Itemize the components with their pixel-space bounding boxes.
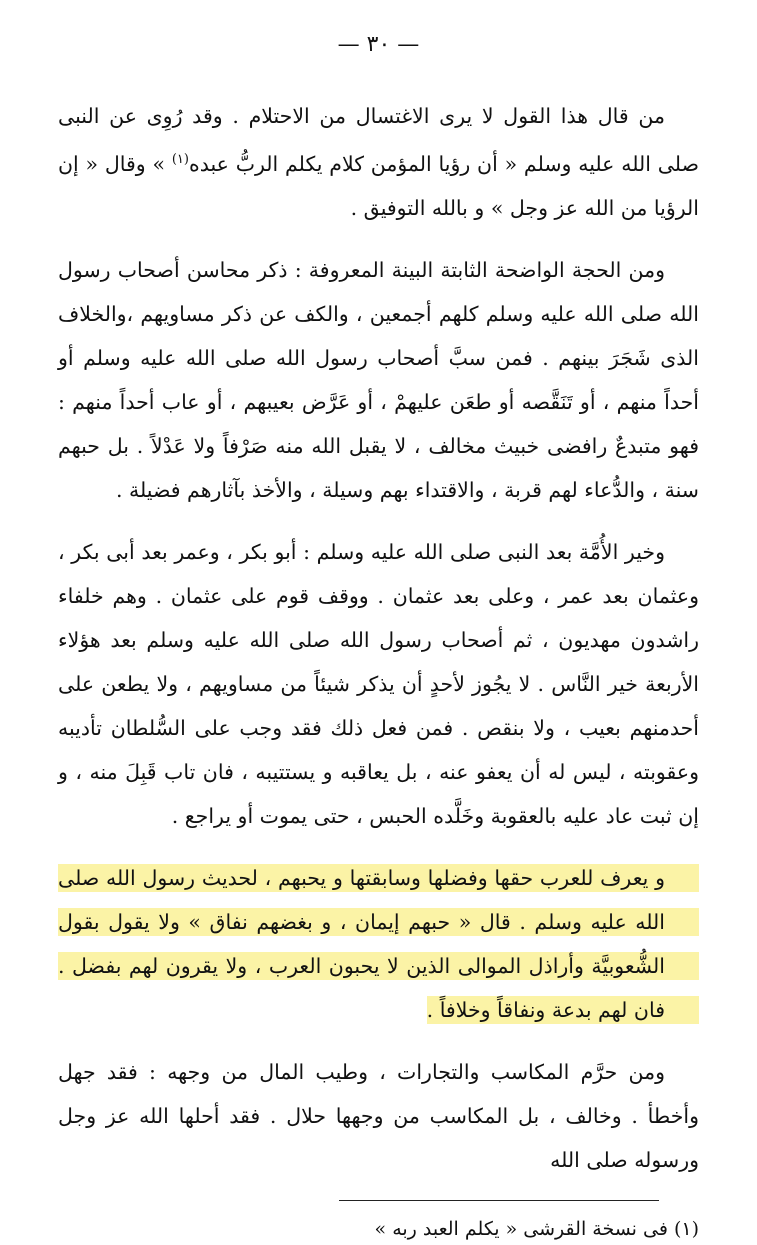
paragraph-3: [58, 530, 699, 838]
page-number: — ٣٠ —: [337, 32, 420, 57]
paragraph-5: [58, 1050, 699, 1182]
paragraph-1-text-a: من قال هذا القول لا يرى الاغتسال من الاحتلام . وقد رُوِى عن النبى صلى الله عليه وسلم « أن رؤيا المؤمن كلام يكلم الربُّ عبده: [58, 104, 699, 176]
paragraph-1: [58, 94, 699, 230]
footnote: (١) فى نسخة القرشى « يكلم العبد ربه »: [374, 1217, 699, 1240]
footnote-marker[interactable]: (١): [171, 152, 189, 167]
paragraph-1-text-b: » وقال « إن الرؤيا من الله عز وجل » و بالله التوفيق .: [58, 151, 699, 220]
paragraph-3-text: وخير الأُمَّة بعد النبى صلى الله عليه وسلم : أبو بكر ، وعمر بعد أبى بكر ، وعثمان بعد عمر ، وعلى بعد عثمان . ووقف قوم على عثمان . وهم خلفاء راشدون مهديون ، ثم أصحاب رسول الله صلى الله عليه وسلم بعد هؤلاء الأربعة خير النَّاس . لا يجُوز لأحدٍ أن يذكر شيئاً من مساويهم ، ولا يطعن على أحدمنهم بعيب ، ولا بنقص . فمن فعل ذلك فقد وجب على السُّلطان تأديبه وعقوبته ، ليس له أن يعفو عنه ، بل يعاقبه و يستتيبه ، فان تاب قَبِلَ منه ، و إن ثبت عاد عليه بالعقوبة وخَلَّده الحبس ، حتى يموت أو يراجع .: [58, 539, 699, 828]
paragraph-2-text: ومن الحجة الواضحة الثابتة البينة المعروفة : ذكر محاسن أصحاب رسول الله صلى الله عليه وسلم كلهم أجمعين ، والكف عن ذكر مساويهم ،والخلاف الذى شَجَرَ بينهم . فمن سبَّ أصحاب رسول الله صلى الله عليه وسلم أو أحداً منهم ، أو تَنَقَّصه أو طعَن عليهمْ ، أو عَرَّض بعيبهم ، أو عاب أحداً منهم : فهو متبدعٌ رافضى خبيث مخالف ، لا يقبل الله منه صَرْفاً ولا عَدْلاً . بل حبهم سنة ، والدُّعاء لهم قربة ، والاقتداء بهم وسيلة ، والأخذ بآثارهم فضيلة .: [58, 257, 699, 502]
highlighted-text: و يعرف للعرب حقها وفضلها وسابقتها و يحبهم ، لحديث رسول الله صلى الله عليه وسلم . قال « حبهم إيمان ، و بغضهم نفاق » ولا يقول بقول الشُّعوبيَّة وأراذل الموالى الذين لا يحبون العرب ، ولا يقرون لهم بفضل . فان لهم بدعة ونفاقاً وخلافاً .: [58, 864, 699, 1024]
paragraph-5-text: ومن حرَّم المكاسب والتجارات ، وطيب المال من وجهه : فقد جهل وأخطأ . وخالف ، بل المكاسب من وجهها حلال . فقد أحلها الله عز وجل ورسوله صلى الله: [58, 1059, 699, 1172]
paragraph-4-highlighted: [58, 856, 699, 1032]
paragraph-2: [58, 248, 699, 512]
